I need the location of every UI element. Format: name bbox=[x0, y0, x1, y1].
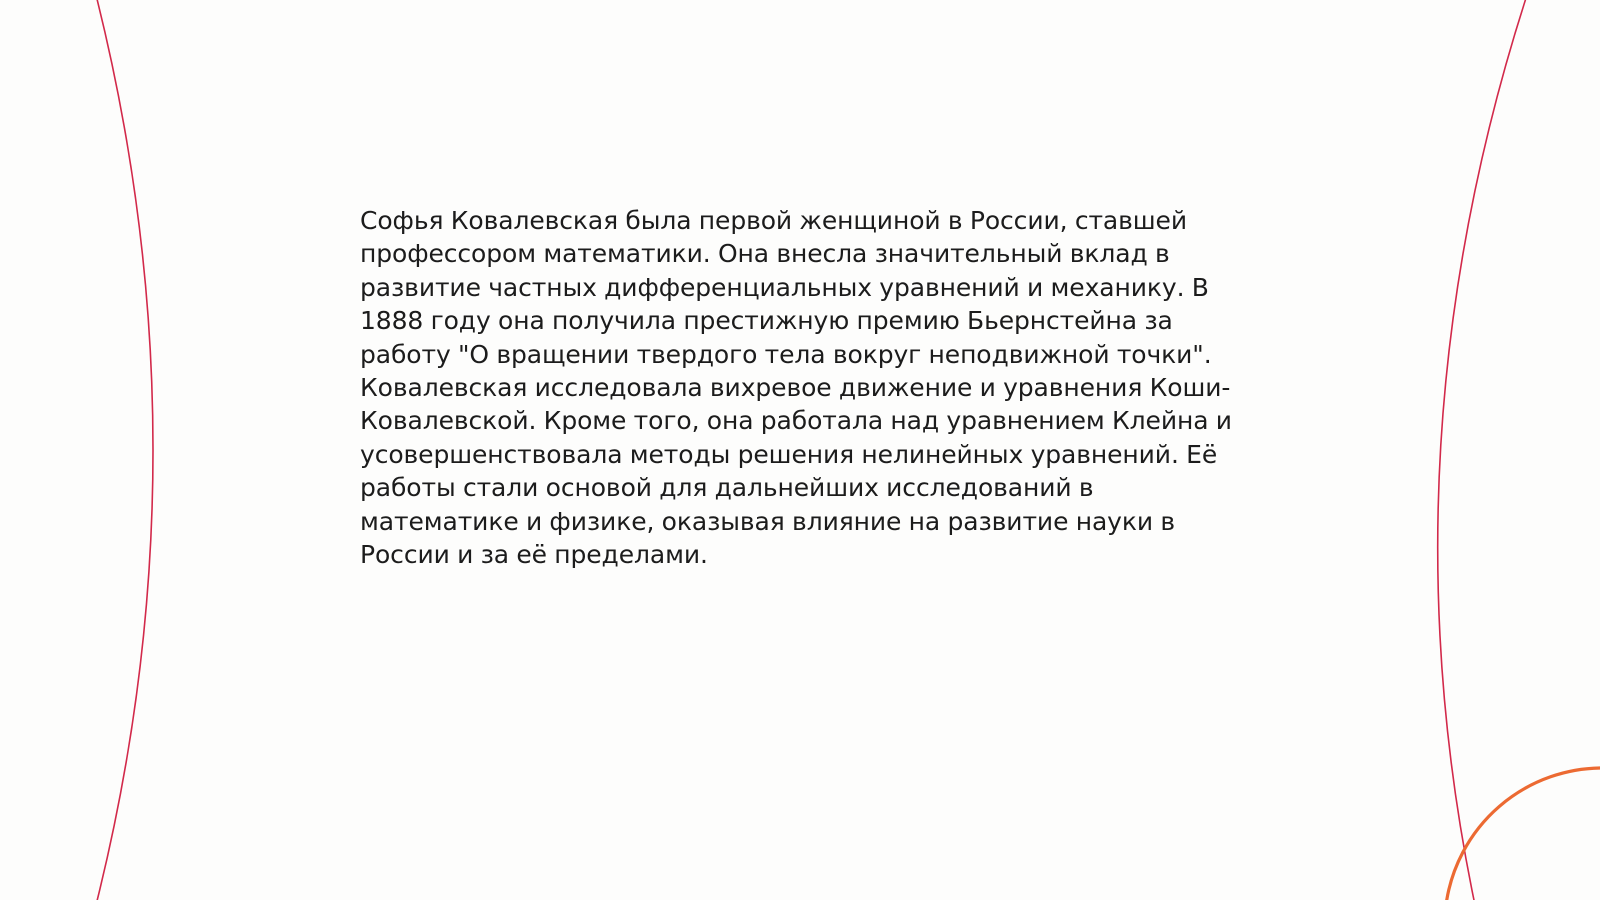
accent-arc bbox=[1446, 768, 1600, 900]
slide-body-text: Софья Ковалевская была первой женщиной в России, ставшей профессором математики. Она внесла значительный вклад в развитие частных дифференциальных уравнений и механику. В 1888 году она получила престижную премию Бьернстейна за работу "О вращении твердого тела вокруг неподвижной точки". Ковалевская исследовала вихревое движение и уравнения Коши-Ковалевской. Кроме того, она работала над уравнением Клейна и усовершенствовала методы решения нелинейных уравнений. Её работы стали основой для дальнейших исследований в математике и физике, оказывая влияние на развитие науки в России и за её пределами. bbox=[360, 206, 1232, 570]
right-border-curve bbox=[1438, 0, 1527, 900]
left-border-curve bbox=[96, 0, 153, 900]
